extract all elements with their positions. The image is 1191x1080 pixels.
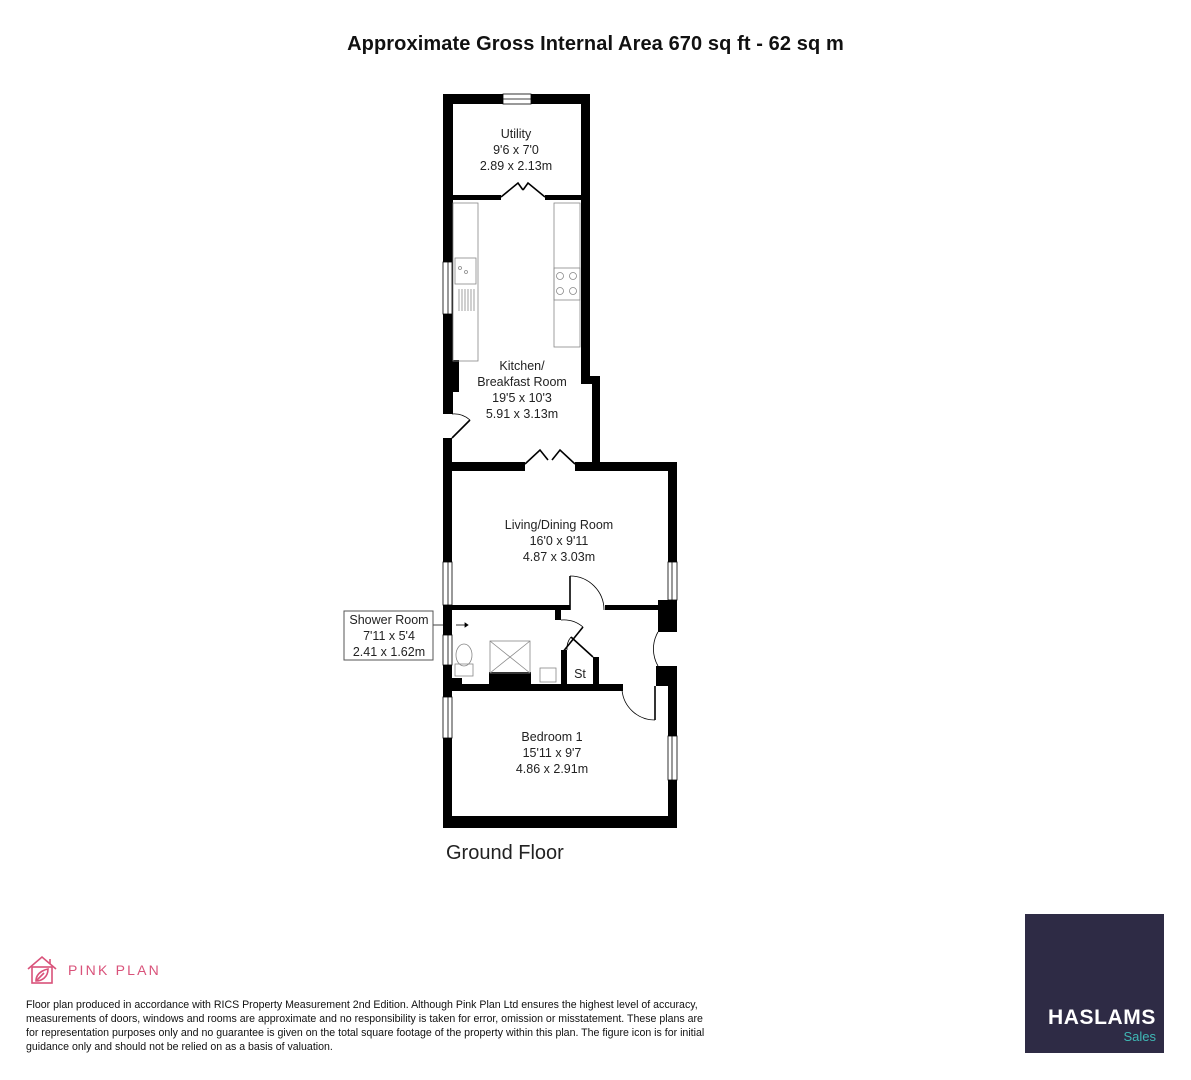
haslams-logo <box>1025 914 1164 1053</box>
door-living <box>525 450 548 464</box>
room-bedroom-1 <box>516 730 588 776</box>
page-title: Approximate Gross Internal Area 670 sq ft - 62 sq m <box>347 33 844 55</box>
door-kitchen-external <box>452 420 470 438</box>
window-kitchen <box>443 262 452 314</box>
window-bedroom-left <box>443 697 452 738</box>
toilet-icon <box>456 644 472 666</box>
svg-text:15'11 x 9'7: 15'11 x 9'7 <box>522 746 582 760</box>
svg-text:Shower Room: Shower Room <box>349 613 429 627</box>
svg-text:Bedroom 1: Bedroom 1 <box>521 730 583 744</box>
room-utility <box>480 127 552 173</box>
room-living-dining <box>505 518 613 564</box>
svg-text:19'5 x 10'3: 19'5 x 10'3 <box>492 391 552 405</box>
door-front <box>653 632 658 666</box>
svg-text:4.87 x 3.03m: 4.87 x 3.03m <box>522 550 596 564</box>
brand-name: PINK PLAN <box>68 962 161 978</box>
window-living-right <box>668 562 677 600</box>
window-shower <box>443 635 452 665</box>
floor-name: Ground Floor <box>446 842 564 864</box>
counter-left <box>453 203 478 361</box>
window-living-left <box>443 562 452 605</box>
svg-text:5.91 x 3.13m: 5.91 x 3.13m <box>485 407 559 421</box>
doors <box>452 183 658 720</box>
svg-text:Living/Dining Room: Living/Dining Room <box>504 518 614 532</box>
svg-text:9'6 x 7'0: 9'6 x 7'0 <box>493 143 539 157</box>
svg-text:7'11 x 5'4: 7'11 x 5'4 <box>363 629 415 643</box>
svg-text:2.89 x 2.13m: 2.89 x 2.13m <box>479 159 553 173</box>
window-bedroom-right <box>668 736 677 780</box>
svg-text:St: St <box>574 667 586 681</box>
room-kitchen <box>477 359 567 421</box>
svg-text:16'0 x 9'11: 16'0 x 9'11 <box>529 534 589 548</box>
pink-plan-brand <box>26 955 161 985</box>
logo-sub: Sales <box>1123 1029 1156 1044</box>
svg-text:4.86 x 2.91m: 4.86 x 2.91m <box>515 762 589 776</box>
door-store <box>571 637 593 657</box>
room-store <box>574 667 586 681</box>
svg-text:2.41 x 1.62m: 2.41 x 1.62m <box>352 645 426 659</box>
svg-text:Kitchen/: Kitchen/ <box>499 359 545 373</box>
logo-name: HASLAMS <box>1047 1006 1156 1029</box>
door-shower <box>562 627 583 653</box>
basin-icon <box>540 668 556 682</box>
svg-text:Breakfast Room: Breakfast Room <box>477 375 567 389</box>
disclaimer-text: Floor plan produced in accordance with RICS Property Measurement 2nd Edition. Although Pink Plan Ltd ensures the highest level of accuracy, measurements of doors, windows and rooms are approximate and no responsibility is taken for error, omission or misstatement. These plans are for representation purposes only and no guarantee is given on the total square footage of the property within this plan. The figure icon is for initial guidance only and should not be relied on as a basis of valuation. <box>26 999 705 1053</box>
door-utility <box>501 183 523 197</box>
house-leaf-icon <box>26 955 58 985</box>
svg-text:Utility: Utility <box>500 127 532 141</box>
